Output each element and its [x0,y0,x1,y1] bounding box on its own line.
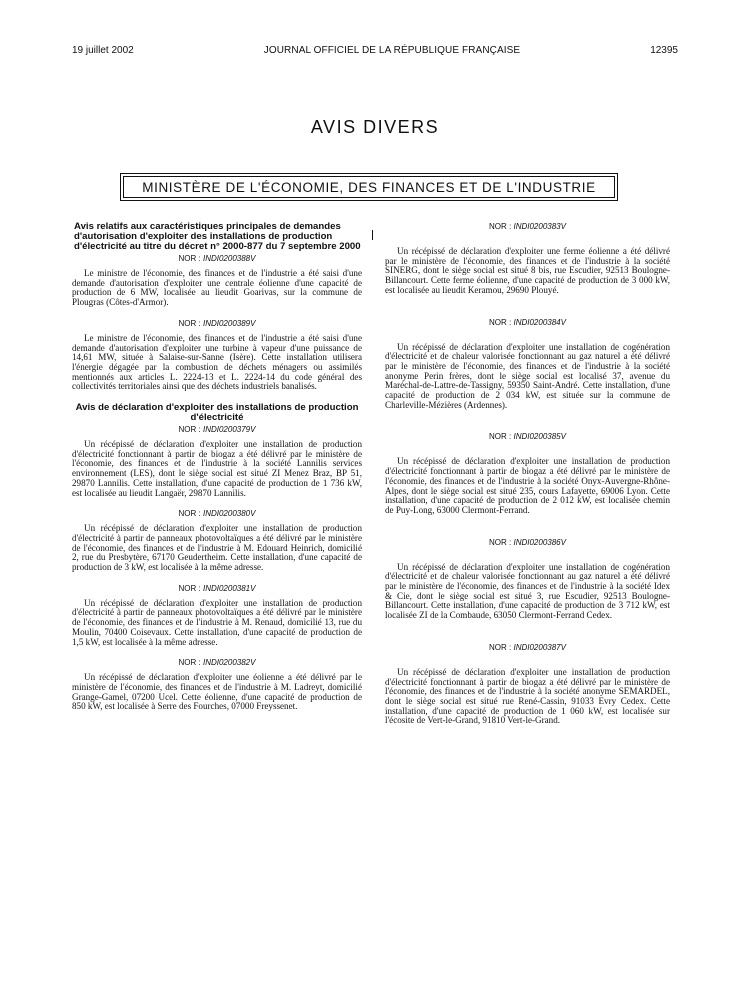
nor-label: NOR : [489,642,512,652]
notice-text: Un récépissé de déclaration d'exploiter une éolienne a été délivré par le ministère de l'économie, des finances et de l'industrie à M. Ladreyt, domicilié Grange-Gamel, 07200 Ucel. Cette éolienne, d'une capacité de production de 850 kW, est localisée à Serre des Fourches, 07000 Freyssenet. [72,672,362,712]
ministry-name: MINISTÈRE DE L'ÉCONOMIE, DES FINANCES ET DE L'INDUSTRIE [123,176,615,198]
nor-code: INDI0200385V [513,432,566,442]
nor-reference [72,584,362,593]
nor-label: NOR : [178,318,201,328]
nor-code: INDI0200379V [202,425,256,435]
notice-text: Un récépissé de déclaration d'exploiter une installation de production d'électricité fonctionnant à partir de biogaz a été délivré par le ministère de l'économie, des finances et de l'industrie à la société Lannilis services environnement (LES), dont le siège social est situé ZI Menez Braz, BP 51, 29870 Lannilis. Cette installation, d'une capacité de production de 1 736 kW, est localisée au lieudit Langaër, 29870 Lannilis. [72,439,362,498]
notice-entry [385,538,670,621]
nor-reference [385,432,670,441]
notice-entry [72,425,362,498]
nor-code: INDI0200383V [513,222,566,231]
nor-label: NOR : [489,222,512,231]
nor-reference [72,254,362,263]
notice-text: Le ministre de l'économie, des finances et de l'industrie a été saisi d'une demande d'autorisation d'exploiter une centrale éolienne d'une capacité de production de 6 MW, localisée au lieudit Goarivas, sur la commune de Plougras (Côtes-d'Armor). [72,268,362,308]
header-page-number: 12395 [650,45,678,56]
nor-label: NOR : [178,254,201,263]
header-date: 19 juillet 2002 [72,45,134,56]
nor-code: INDI0200380V [202,509,256,519]
nor-reference [385,538,670,547]
notice-entry [72,254,362,308]
section-heading-declaration: Avis de déclaration d'exploiter des installations de production d'électricité [75,402,359,424]
notice-text: Un récépissé de déclaration d'exploiter une installation de production d'électricité à partir de panneaux photovoltaïques a été délivré par le ministère de l'économie, des finances et de l'industrie à M. Renaud, domicilié 13, rue du Moulin, 70400 Coisevaux. Cette installation, d'une capacité de production de 1,5 kW, est localisée à la même adresse. [72,597,362,647]
notice-entry [385,318,670,411]
left-column [72,222,362,723]
header-journal-title: JOURNAL OFFICIEL DE LA RÉPUBLIQUE FRANÇAISE [263,45,521,56]
nor-reference [72,509,362,518]
nor-label: NOR : [178,658,201,668]
nor-code: INDI0200388V [202,254,256,263]
nor-code: INDI0200382V [202,658,256,668]
nor-reference [72,425,362,434]
nor-label: NOR : [178,509,201,519]
notice-text: Un récépissé de déclaration d'exploiter une installation de production d'électricité fonctionnant à partir de biogaz a été délivré par le ministère de l'économie, des finances et de l'industrie à la société anonyme SEMARDEL, dont le siège social est situé rue René-Cassin, 91033 Evry Cedex. Cette installation, d'une capacité de production de 1 060 kW, est localisée sur l'écosite de Vert-le-Grand, 91810 Vert-le-Grand. [385,666,670,726]
page-header [72,45,678,56]
nor-code: INDI0200384V [513,317,566,327]
nor-reference [72,658,362,667]
right-column [385,222,670,748]
nor-reference [385,222,670,231]
nor-code: INDI0200387V [513,642,566,652]
nor-label: NOR : [489,317,512,327]
nor-code: INDI0200381V [202,583,256,593]
notice-text: Un récépissé de déclaration d'exploiter une ferme éolienne a été délivré par le ministère de l'économie, des finances et de l'industrie à la société SINERG, dont le siège social est situé 8 bis, rue Escudier, 92513 Boulogne-Billancourt. Cette ferme éolienne, d'une capacité de production de 3 000 kW, est localisée au lieudit Keramou, 29690 Plouyé. [385,246,670,295]
nor-reference [72,319,362,328]
section-heading-authorisation: Avis relatifs aux caractéristiques principales de demandes d'autorisation d'exploiter des installations de production d'électricité au titre du décret n° 2000-877 du 7 septembre 2000 [74,221,361,252]
notice-text: Le ministre de l'économie, des finances et de l'industrie a été saisi d'une demande d'autorisation d'exploiter une turbine à vapeur d'une puissance de 14,61 MW, située à Salaise-sur-Sanne (Isère). Cette installation utilisera l'énergie dégagée par la combustion de déchets ménagers ou assimilés mentionnés aux articles L. 2224-13 et L. 2224-14 du code général des collectivités territoriales ainsi que des déchets industriels banalisés. [72,332,362,392]
ministry-box [120,173,618,201]
nor-reference [385,643,670,652]
notice-text: Un récépissé de déclaration d'exploiter une installation de cogénération d'électricité et de chaleur valorisée fonctionnant au gaz naturel a été délivré par le ministère de l'économie, des finances et de l'industrie à la société anonyme Perin frères, dont le siège social est localisé 37, avenue du Maréchal-de-Lattre-de-Tassigny, 59350 Saint-André. Cette installation, d'une capacité de production de 2 034 kW, est située sur la commune de Charleville-Mézières (Ardennes). [385,341,670,410]
nor-code: INDI0200389V [202,318,256,328]
nor-code: INDI0200386V [513,537,566,547]
nor-label: NOR : [178,583,201,593]
notice-entry [72,658,362,712]
column-divider [372,230,373,240]
notice-entry [72,319,362,392]
nor-reference [385,318,670,327]
notice-entry [385,643,670,726]
notice-entry [385,432,670,515]
page-title: AVIS DIVERS [310,117,440,137]
notice-entry [72,584,362,648]
notice-text: Un récépissé de déclaration d'exploiter une installation de production d'électricité à partir de panneaux photovoltaïques a été délivré par le ministère de l'économie, des finances et de l'industrie à M. Edouard Heinrich, domicilié 2, rue du Presbytère, 67170 Geudertheim. Cette installation, d'une capacité de production de 3 kW, est localisée à la même adresse. [72,523,362,573]
nor-label: NOR : [178,425,201,435]
nor-label: NOR : [489,537,512,547]
notice-text: Un récépissé de déclaration d'exploiter une installation de production d'électricité fonctionnant à partir de biogaz a été délivré par le ministère de l'économie, des finances et de l'industrie à la société Onyx-Auvergne-Rhône-Alpes, dont le siège social est situé 235, cours Lafayette, 69006 Lyon. Cette installation, d'une capacité de production de 2 012 kW, est localisée chemin de Puy-Long, 63000 Clermont-Ferrand. [385,456,670,515]
notice-entry [385,222,670,296]
nor-label: NOR : [489,432,512,442]
notice-entry [72,509,362,573]
notice-text: Un récépissé de déclaration d'exploiter une installation de cogénération d'électricité et de chaleur valorisée fonctionnant au gaz naturel a été délivré par le ministère de l'économie, des finances et de l'industrie à la société Idex & Cie, dont le siège social est situé 3, rue Escudier, 92513 Boulogne-Billancourt. Cette installation, d'une capacité de production de 3 712 kW, est localisée ZI de la Combaude, 63050 Clermont-Ferrand Cedex. [385,561,670,621]
